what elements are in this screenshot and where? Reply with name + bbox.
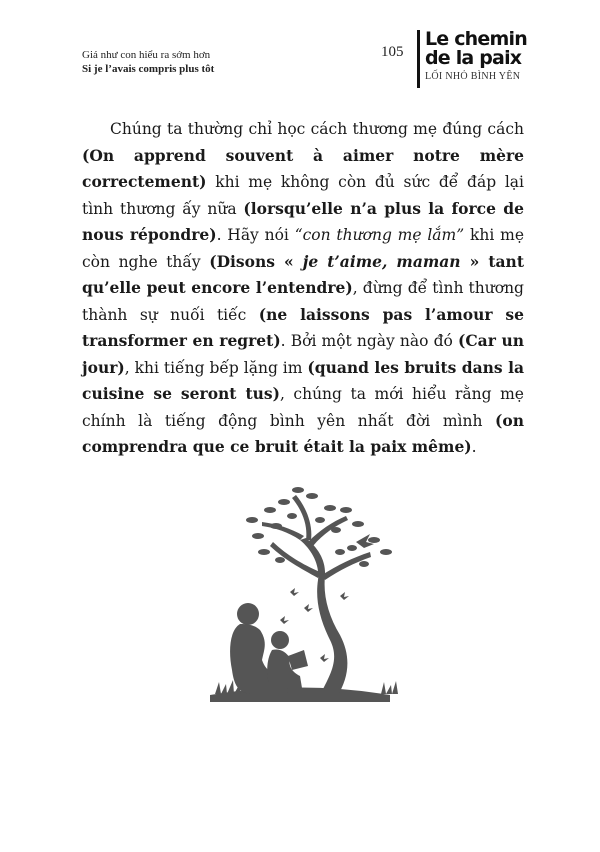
text-vi: , khi tiếng bếp lặng im [124,358,308,377]
text-vi: khi mẹ không còn đủ sức để đáp lại tình thương ấy nữa [82,173,524,218]
header-subtitle-fr: Si je l’avais compris plus tôt [82,63,215,75]
text-vi: . Bởi một ngày nào đó [280,332,458,350]
header-divider [417,30,420,88]
text-vi-italic: “con thương mẹ lắm” [294,226,465,244]
text-vi: , đừng để tình thương thành sự nuối tiếc [82,279,524,324]
text-vi: khi mẹ còn nghe thấy [82,226,524,271]
header-subtitle-vi: Giá như con hiểu ra sớm hơn [82,49,211,61]
brand-title-line1: Le chemin [425,28,527,50]
mother-child-silhouette [230,603,308,694]
text-fr-italic: je t’aime, maman [302,251,461,271]
text-vi: . [471,438,477,456]
text-vi: . Hãy nói [216,226,295,244]
text-fr: (quand les bruits dans la cuisine se seront tus) [82,357,524,403]
text-vi: , chúng ta mới hiểu rằng mẹ chính là tiếng động bình yên nhất đời mình [82,385,524,430]
mother-child-tree-illustration [180,480,420,710]
page-number: 105 [381,44,404,60]
text-fr: (lorsqu’elle n’a plus la force de nous répondre) [82,198,524,244]
text-vi: Chúng ta thường chỉ học cách thương mẹ đúng cách [110,120,524,138]
text-fr: (ne laissons pas l’amour se transformer en regret) [82,304,525,350]
text-fr: (Car un jour) [82,331,524,377]
brand-subtitle: LỐI NHỎ BÌNH YÊN [425,71,521,82]
text-fr: (on comprendra que ce bruit était la paix même) [82,410,524,456]
running-header [82,48,214,76]
brand-title-line2: de la paix [425,47,522,69]
text-fr: (On apprend souvent à aimer notre mère correctement) [82,145,524,191]
body-paragraph [82,116,524,461]
book-brand [425,30,545,82]
text-fr: (Disons « je t’aime, maman » tant qu’elle peut encore l’entendre) [82,251,524,297]
